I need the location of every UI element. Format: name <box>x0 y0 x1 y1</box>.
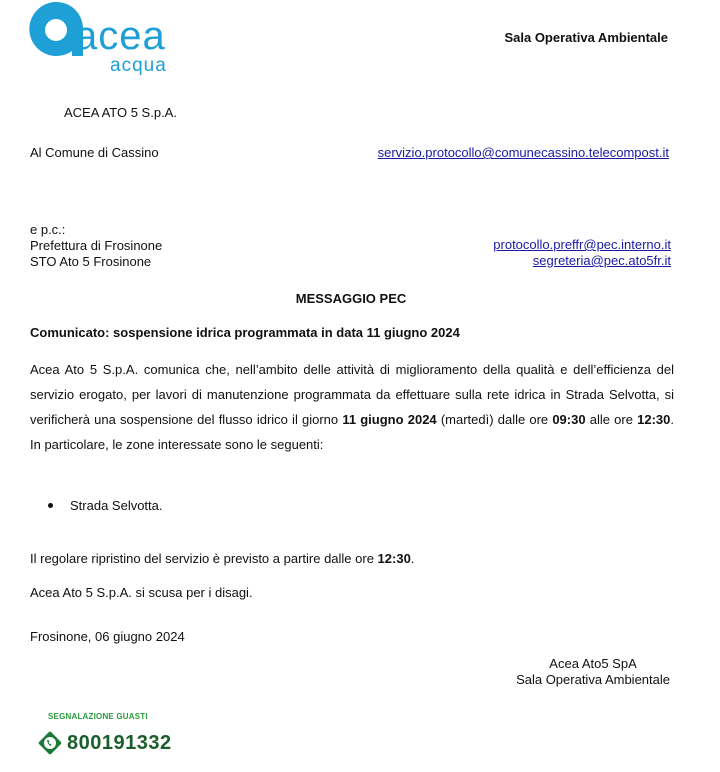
message-subject: Comunicato: sospensione idrica programmata in data 11 giugno 2024 <box>30 325 460 340</box>
body-text-3: alle ore <box>585 412 638 427</box>
fault-report-label: SEGNALAZIONE GUASTI <box>48 712 148 721</box>
body-text-4: . In particolare, le zone interessate sono le seguenti: <box>30 412 674 452</box>
message-title: MESSAGGIO PEC <box>295 291 407 306</box>
cc-email-sto-link[interactable]: segreteria@pec.ato5fr.it <box>532 253 671 268</box>
bullet-icon <box>48 503 53 508</box>
restore-end: . <box>410 551 415 566</box>
cc-block <box>30 222 162 270</box>
fault-phone[interactable] <box>38 728 172 758</box>
cc-emails <box>493 237 671 269</box>
recipient-email-link[interactable]: servizio.protocollo@comunecassino.telecompost.it <box>377 145 669 160</box>
body-time-end: 12:30 <box>637 412 671 427</box>
signature-block <box>516 656 670 688</box>
signature-line-1: Acea Ato5 SpA <box>549 656 637 671</box>
body-text-1: Acea Ato 5 S.p.A. comunica che, nell’ambito delle attività di miglioramento della qualità e dell’efficienza del servizio erogato, per lavori di manutenzione programmata da effettuare sulla rete idrica in Strada Selvotta, si verificherà una sospensione del flusso idrico il giorno <box>30 362 674 427</box>
cc-name-sto: STO Ato 5 Frosinone <box>30 254 152 269</box>
body-text-2: (martedì) dalle ore <box>436 412 553 427</box>
cc-email-prefettura-link[interactable]: protocollo.preffr@pec.interno.it <box>493 237 671 252</box>
sender-company: ACEA ATO 5 S.p.A. <box>64 105 177 120</box>
message-body <box>30 357 674 457</box>
cc-label: e p.c.: <box>30 222 66 237</box>
fault-phone-number[interactable]: 800191332 <box>67 731 172 754</box>
zone-label: Strada Selvotta. <box>70 498 163 513</box>
restore-paragraph <box>30 551 414 567</box>
date-line: Frosinone, 06 giugno 2024 <box>30 629 185 644</box>
logo-wordmark: acea <box>75 14 166 58</box>
cc-name-prefettura: Prefettura di Frosinone <box>30 238 163 253</box>
header-department: Sala Operativa Ambientale <box>504 30 668 45</box>
apology-paragraph: Acea Ato 5 S.p.A. si scusa per i disagi. <box>30 585 253 600</box>
recipient-name: Al Comune di Cassino <box>30 145 159 160</box>
body-time-start: 09:30 <box>552 412 586 427</box>
signature-line-2: Sala Operativa Ambientale <box>516 672 670 687</box>
restore-time: 12:30 <box>377 551 411 566</box>
logo-subtitle: acqua <box>110 55 167 76</box>
zone-list-item <box>48 498 163 514</box>
body-date: 11 giugno 2024 <box>342 412 437 427</box>
restore-text: Il regolare ripristino del servizio è previsto a partire dalle ore <box>30 551 378 566</box>
phone-icon <box>38 731 62 755</box>
